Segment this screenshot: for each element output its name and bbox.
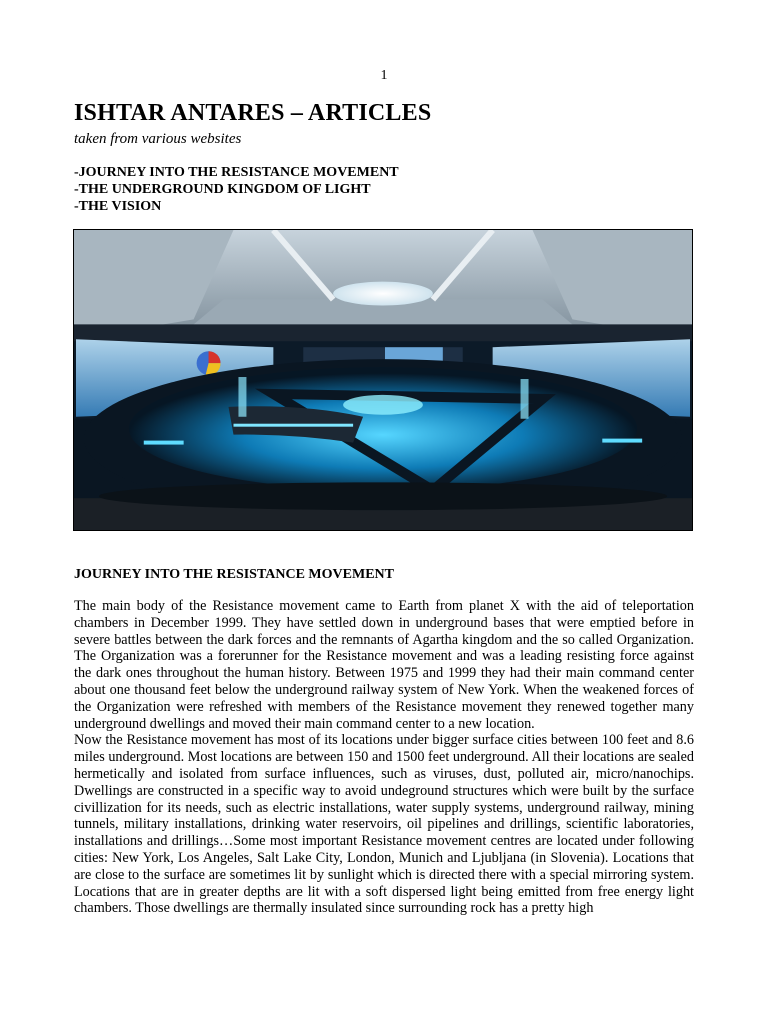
contents-item: -THE VISION <box>74 199 162 214</box>
command-center-image <box>73 229 693 531</box>
section-heading: JOURNEY INTO THE RESISTANCE MOVEMENT <box>74 567 394 582</box>
document-title: ISHTAR ANTARES – ARTICLES <box>74 100 432 126</box>
paragraph: The main body of the Resistance movement came to Earth from planet X with the aid of teleportation chambers in December 1999. They have settled down in underground bases that were emptied before in severe battles between the dark forces and the remnants of Agartha kingdom and the so called Organization. The Organization was a forerunner for the Resistance movement and was a leading resisting force against the dark ones throughout the human history. Between 1975 and 1999 they had their main command center about one thousand feet below the underground railway system of New York. When the weakened forces of the Organization were refreshed with members of the Resistance movement they renewed together many underground dwellings and moved their main command center to a new location. <box>74 598 694 732</box>
command-center-illustration <box>74 230 692 530</box>
contents-item: -THE UNDERGROUND KINGDOM OF LIGHT <box>74 182 371 197</box>
document-subtitle: taken from various websites <box>74 131 242 147</box>
contents-list <box>74 164 399 215</box>
contents-item: -JOURNEY INTO THE RESISTANCE MOVEMENT <box>74 165 399 180</box>
paragraph: Now the Resistance movement has most of its locations under bigger surface cities between 100 feet and 8.6 miles underground. Most locations are between 150 and 1500 feet underground. All their locations are sealed hermetically and isolated from surface influences, such as viruses, dust, polluted air, micro/nanochips. Dwellings are constructed in a specific way to avoid undeground structures which were built by the surface civillization for its needs, such as electric installations, water supply systems, underground railway, mining tunnels, military installations, drinking water reservoirs, oil pipelines and drillings, scientific laboratories, installations and drillings…Some most important Resistance movement centres are located under following cities: New York, Los Angeles, Salt Lake City, London, Munich and Ljubljana (in Slovenia). Locations that are close to the surface are sometimes lit by sunlight which is directed there with a special mirroring system. Locations that are in greater depths are lit with a soft dispersed light being emitted from free energy light chambers. Those dwellings are thermally insulated since surrounding rock has a pretty high <box>74 732 694 917</box>
page-number: 1 <box>380 68 388 83</box>
article-body <box>74 598 694 917</box>
